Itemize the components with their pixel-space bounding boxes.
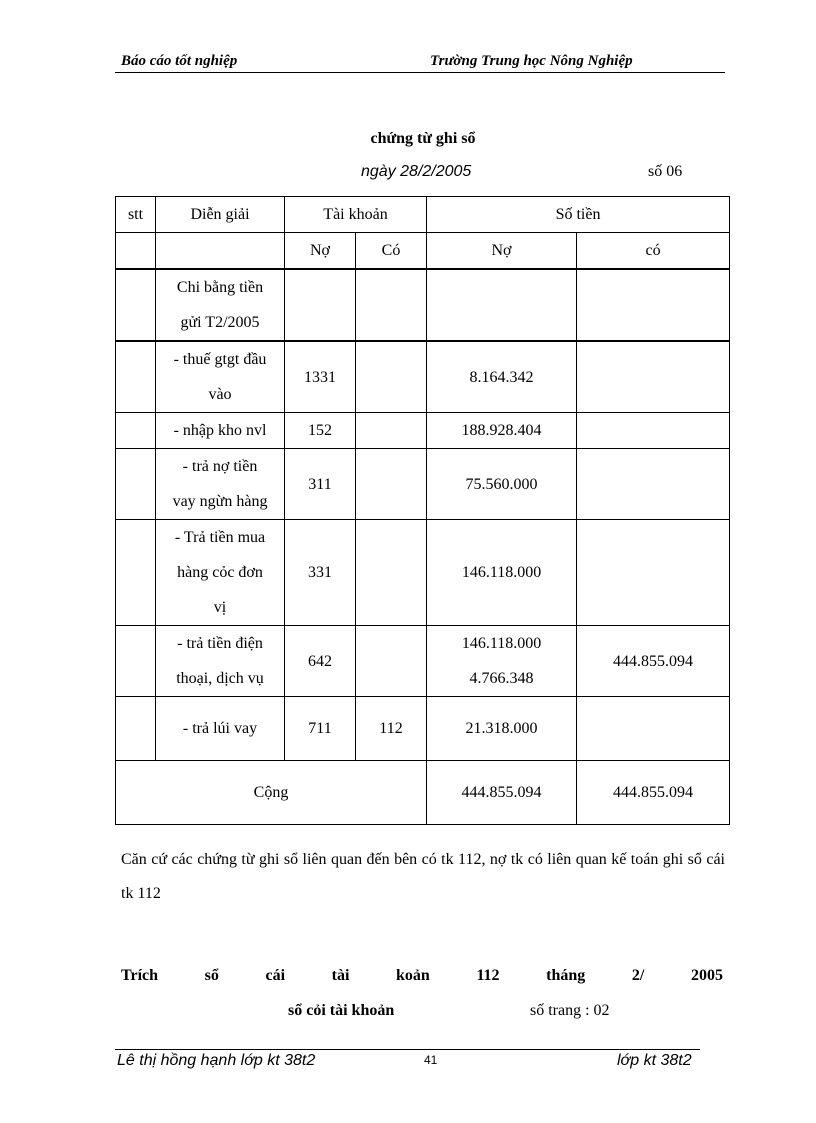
total-label: Cộng <box>116 761 427 825</box>
account-debit-cell: 331 <box>285 520 356 626</box>
description-cell <box>156 697 285 761</box>
footer-class: lớp kt 38t2 <box>617 1052 692 1069</box>
total-co: 444.855.094 <box>577 761 730 825</box>
description-cell <box>156 413 285 449</box>
empty-cell <box>116 233 156 270</box>
description-cell-line: - trả tiền điện <box>177 635 263 652</box>
header-tk-no: Nợ <box>285 233 356 270</box>
amount-credit-cell <box>577 520 730 626</box>
description-cell-line: Chi bằng tiền <box>176 279 264 296</box>
footer-rule <box>115 1049 700 1050</box>
amount-credit-cell: 444.855.094 <box>577 626 730 697</box>
description-cell <box>156 269 285 341</box>
document-date: ngày 28/2/2005 <box>361 163 472 180</box>
voucher-table <box>115 196 730 825</box>
account-debit-cell: 311 <box>285 449 356 520</box>
table-row <box>116 697 730 761</box>
header-stt: stt <box>116 197 156 233</box>
footer-page-number: 41 <box>424 1053 438 1067</box>
description-cell-line: - trả nợ tiền <box>182 458 258 475</box>
table-row <box>116 520 730 626</box>
amount-debit-cell <box>427 269 577 341</box>
extract-title-word: 112 <box>476 967 500 984</box>
footer-author: Lê thị hồng hạnh lớp kt 38t2 <box>117 1052 316 1069</box>
ledger-name: sổ cỏi tài khoản <box>288 1002 395 1019</box>
header-so-tien: Số tiền <box>427 197 730 233</box>
description-cell-line: thoại, dịch vụ <box>176 670 264 687</box>
description-cell-line: vị <box>213 599 227 616</box>
amount-debit-cell <box>427 697 577 761</box>
stt-cell <box>116 413 156 449</box>
ledger-page-ref: số trang : 02 <box>530 1002 610 1019</box>
description-cell-line: vay ngừn hàng <box>172 493 268 510</box>
amount-debit-cell-line: 146.118.000 <box>461 564 542 581</box>
header-tk-co: Có <box>356 233 427 270</box>
amount-debit-cell-line: 4.766.348 <box>469 670 534 687</box>
stt-cell <box>116 449 156 520</box>
empty-cell <box>156 233 285 270</box>
header-tai-khoan: Tài khoản <box>285 197 427 233</box>
total-no: 444.855.094 <box>427 761 577 825</box>
header-rule <box>115 72 725 73</box>
amount-debit-cell <box>427 449 577 520</box>
description-cell <box>156 626 285 697</box>
header-dien-giai: Diễn giải <box>156 197 285 233</box>
header-tien-co: có <box>577 233 730 270</box>
account-credit-cell <box>356 413 427 449</box>
account-debit-cell: 711 <box>285 697 356 761</box>
account-debit-cell <box>285 269 356 341</box>
amount-debit-cell-line: 8.164.342 <box>469 368 534 386</box>
account-debit-cell: 152 <box>285 413 356 449</box>
description-cell-line: gửi T2/2005 <box>180 314 260 331</box>
table-row <box>116 341 730 413</box>
amount-credit-cell <box>577 697 730 761</box>
stt-cell <box>116 341 156 413</box>
description-cell-line: - nhập kho nvl <box>173 422 267 439</box>
table-row <box>116 449 730 520</box>
extract-title-word: Trích <box>121 967 159 984</box>
table-row <box>116 626 730 697</box>
stt-cell <box>116 520 156 626</box>
total-row <box>116 761 730 825</box>
description-cell-line: - trả lúi vay <box>182 720 258 737</box>
amount-credit-cell <box>577 449 730 520</box>
account-credit-cell <box>356 520 427 626</box>
extract-title-word: tháng <box>546 967 586 984</box>
stt-cell <box>116 626 156 697</box>
document-number: số 06 <box>648 163 683 180</box>
extract-title-word: koản <box>396 967 430 984</box>
extract-title-word: 2/ <box>631 967 645 984</box>
stt-cell <box>116 269 156 341</box>
extract-title <box>121 967 723 985</box>
table-row <box>116 269 730 341</box>
document-title: chứng từ ghi sổ <box>370 130 476 147</box>
description-cell <box>156 449 285 520</box>
amount-credit-cell <box>577 341 730 413</box>
table-row <box>116 413 730 449</box>
description-cell-line: vào <box>208 386 232 403</box>
account-credit-cell <box>356 626 427 697</box>
amount-debit-cell <box>427 413 577 449</box>
stt-cell <box>116 697 156 761</box>
account-credit-cell <box>356 269 427 341</box>
account-credit-cell <box>356 341 427 413</box>
extract-title-word: tài <box>331 967 350 984</box>
account-credit-cell: 112 <box>356 697 427 761</box>
note-paragraph: Căn cứ các chứng từ ghi sổ liên quan đến bên có tk 112, nợ tk có liên quan kế toán ghi sổ cái tk 112 <box>121 851 725 902</box>
amount-debit-cell <box>427 341 577 413</box>
header-tien-no: Nợ <box>427 233 577 270</box>
amount-debit-cell <box>427 626 577 697</box>
amount-debit-cell-line: 75.560.000 <box>465 475 538 493</box>
description-cell <box>156 520 285 626</box>
header-right: Trường Trung học Nông Nghiệp <box>430 53 633 69</box>
amount-debit-cell-line: 188.928.404 <box>461 422 542 439</box>
extract-title-word: 2005 <box>690 967 723 984</box>
amount-debit-cell <box>427 520 577 626</box>
description-cell-line: - thuế gtgt đầu <box>173 351 267 368</box>
account-debit-cell: 642 <box>285 626 356 697</box>
extract-title-word: cái <box>265 967 286 984</box>
amount-debit-cell-line: 146.118.000 <box>461 635 542 652</box>
description-cell-line: - Trả tiền mua <box>174 529 266 546</box>
description-cell <box>156 341 285 413</box>
extract-title-word: sổ <box>204 967 219 984</box>
account-credit-cell <box>356 449 427 520</box>
amount-debit-cell-line: 21.318.000 <box>465 720 538 737</box>
description-cell-line: hàng cỏc đơn <box>177 564 263 581</box>
amount-credit-cell <box>577 269 730 341</box>
account-debit-cell: 1331 <box>285 341 356 413</box>
amount-credit-cell <box>577 413 730 449</box>
header-left: Báo cáo tốt nghiệp <box>121 53 238 69</box>
